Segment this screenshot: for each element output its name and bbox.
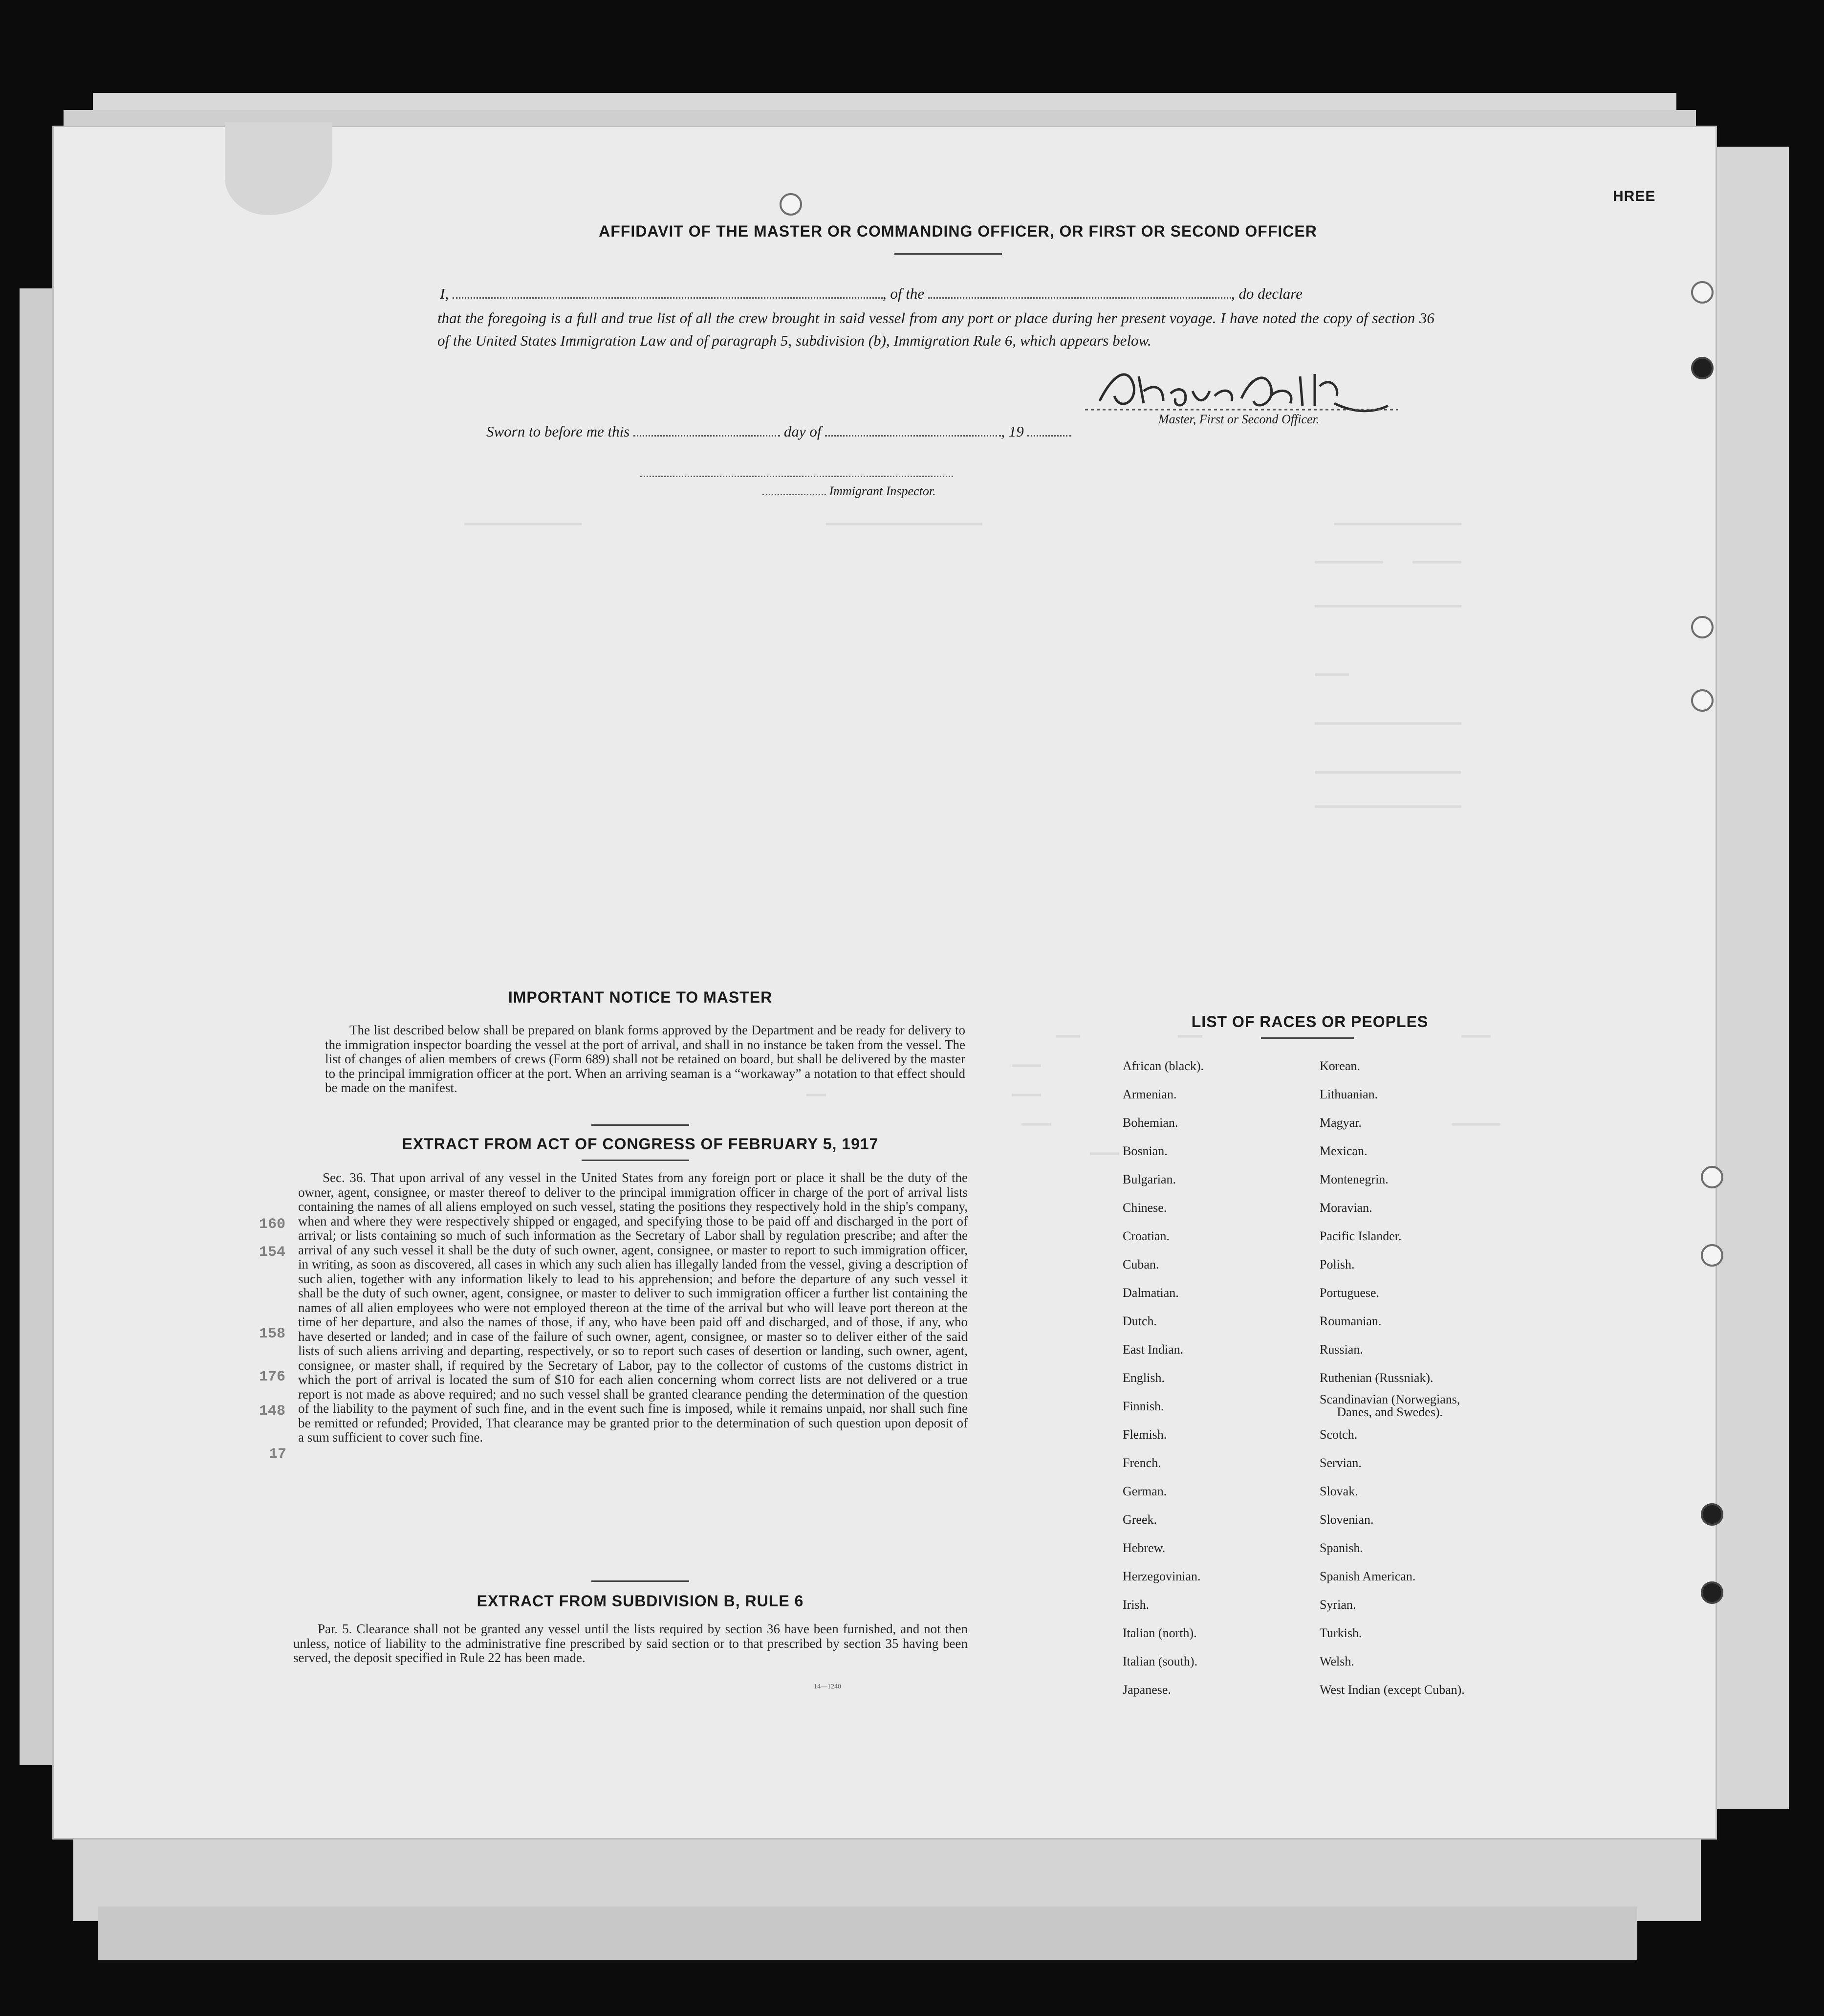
sworn-line (486, 423, 1071, 440)
inspector-field[interactable] (762, 494, 826, 495)
race-item: Flemish. (1123, 1427, 1167, 1442)
race-item: Spanish. (1320, 1541, 1363, 1555)
races-title: LIST OF RACES OR PEOPLES (1191, 1013, 1429, 1030)
punch-hole (780, 193, 802, 216)
affidavit-title: AFFIDAVIT OF THE MASTER OR COMMANDING OFFICER, OR FIRST OR SECOND OFFICER (599, 222, 1317, 240)
extract-rule-body: Par. 5. Clearance shall not be granted any vessel until the lists required by section 36 have been furnished, and not then unless, notice of liability to the administrative fine prescribed by said section or to that prescribed by section 35 having been served, the deposit specified in Rule 22 has been made. (293, 1622, 968, 1665)
sworn-label: Sworn to before me this (486, 423, 630, 440)
race-item: Scandinavian (Norwegians, Danes, and Swedes). (1320, 1392, 1460, 1419)
race-item: Servian. (1320, 1456, 1362, 1470)
name-field[interactable] (453, 297, 883, 299)
title-underline (894, 253, 1002, 255)
extract-act-divider (591, 1580, 689, 1582)
race-item: German. (1123, 1484, 1167, 1498)
punch-hole (1691, 689, 1714, 712)
race-item: Spanish American. (1320, 1569, 1416, 1583)
sworn-day-field[interactable] (633, 435, 780, 437)
races-underline (1261, 1037, 1354, 1039)
signature-caption: Master, First or Second Officer. (1158, 412, 1320, 426)
declaration-line (440, 285, 1303, 303)
race-item: Lithuanian. (1320, 1087, 1378, 1101)
punch-hole (1691, 281, 1714, 304)
race-item: Bosnian. (1123, 1144, 1168, 1158)
form-number: 14—1240 (814, 1683, 841, 1690)
race-item: Chinese. (1123, 1201, 1167, 1215)
race-item: Dalmatian. (1123, 1286, 1179, 1300)
document-page (54, 127, 1715, 1838)
punch-hole (1691, 357, 1714, 379)
extract-act-body: Sec. 36. That upon arrival of any vessel in the United States from any foreign port or place it shall be the duty of the owner, agent, consignee, or master thereof to deliver to the principal immigration officer in charge of the port of arrival lists containing the names of all aliens employed on such vessel, stating the positions they respectively hold in the ship's company, when and where they were respectively shipped or engaged, and specifying those to be paid off and discharged in the port of arrival; or lists containing so much of such information as the Secretary of Labor shall by regulation prescribe; and after the arrival of any such vessel it shall be the duty of such owner, agent, consignee, or master to report to such immigration officer, in writing, as soon as discovered, all cases in which any such alien has illegally landed from the vessel, giving a description of such alien, together with any information likely to lead to his apprehension; and before the departure of any such vessel it shall be the duty of such owner, agent, consignee, or master to deliver to such immigration officer a further list containing the names of all alien employees who were not employed thereon at the time of the arrival but who will leave port thereon at the time of her departure, and also the names of those, if any, who have been paid off and discharged, and of those, if any, who have deserted or landed; and in case of the failure of such owner, agent, consignee, or master so to deliver either of the said lists of such aliens arriving and departing, respectively, or so to report such cases of desertion or landing, such owner, agent, consignee, or master shall, if required by the Secretary of Labor, pay to the collector of customs of the customs district in which the port of arrival is located the sum of $10 for each alien concerning whom correct lists are not delivered or a true report is not made as above required; and no such vessel shall be granted clearance pending the determination of the question of the liability to the payment of such fine, and in the event such fine is imposed, while it remains unpaid, nor shall such fine be remitted or refunded; Provided, That clearance may be granted prior to the determination of such question upon deposit of a sum sufficient to cover such fine. (298, 1170, 968, 1445)
punch-hole (1701, 1581, 1723, 1604)
extract-rule-title: EXTRACT FROM SUBDIVISION B, RULE 6 (477, 1592, 804, 1610)
notice-title: IMPORTANT NOTICE TO MASTER (508, 988, 773, 1006)
race-item: Slovak. (1320, 1484, 1358, 1498)
extract-act-title: EXTRACT FROM ACT OF CONGRESS OF FEBRUARY 5, 1917 (402, 1135, 879, 1153)
bleed-number: 148 (259, 1403, 286, 1420)
do-declare-label: , do declare (1231, 285, 1303, 302)
corner-tab-label: HREE (1613, 188, 1656, 204)
race-item: Hebrew. (1123, 1541, 1166, 1555)
race-item: Portuguese. (1320, 1286, 1380, 1300)
race-item: Irish. (1123, 1598, 1150, 1612)
race-item: Herzegovinian. (1123, 1569, 1201, 1583)
race-item: Montenegrin. (1320, 1172, 1389, 1186)
torn-corner (225, 122, 332, 215)
inspector-caption: Immigrant Inspector. (829, 484, 936, 498)
notice-body: The list described below shall be prepared on blank forms approved by the Department and be ready for delivery to the immigration inspector boarding the vessel at the port of arrival, and shall in no instance be taken from the vessel. The list of changes of alien members of crews (Form 689) shall not be retained on board, but shall be delivered by the master to the principal immigration officer at the port. When an arriving seaman is a “workaway” a notation to that effect should be made on the manifest. (325, 1023, 965, 1095)
race-item: Roumanian. (1320, 1314, 1382, 1328)
of-the-label: , of the (882, 285, 925, 302)
race-item: Armenian. (1123, 1087, 1177, 1101)
bleed-number: 158 (259, 1326, 286, 1342)
race-item: African (black). (1123, 1059, 1204, 1073)
race-item: Bohemian. (1123, 1116, 1178, 1130)
vessel-field[interactable] (928, 297, 1231, 299)
day-of-label: day of (783, 423, 822, 440)
bleed-number: 160 (259, 1216, 286, 1233)
punch-hole (1701, 1503, 1723, 1526)
race-item: Croatian. (1123, 1229, 1170, 1243)
race-item: Bulgarian. (1123, 1172, 1176, 1186)
extract-act-underline (582, 1160, 689, 1161)
race-item: Italian (north). (1123, 1626, 1197, 1640)
year-prefix: , 19 (1001, 423, 1024, 440)
race-item: Japanese. (1123, 1683, 1171, 1697)
inspector-signature-line (640, 476, 953, 477)
race-item: Cuban. (1123, 1257, 1159, 1271)
race-item: Turkish. (1320, 1626, 1362, 1640)
punch-hole (1701, 1244, 1723, 1267)
inspector-line (762, 484, 936, 499)
punch-hole (1691, 616, 1714, 638)
race-item: Greek. (1123, 1512, 1157, 1527)
race-item: Polish. (1320, 1257, 1355, 1271)
race-item: French. (1123, 1456, 1161, 1470)
punch-hole (1701, 1166, 1723, 1188)
race-item: English. (1123, 1371, 1165, 1385)
race-item: Welsh. (1320, 1654, 1354, 1668)
bleed-number: 176 (259, 1369, 286, 1385)
race-item: Italian (south). (1123, 1654, 1198, 1668)
race-item: Moravian. (1320, 1201, 1372, 1215)
race-item: Scotch. (1320, 1427, 1358, 1442)
sworn-year-field[interactable] (1027, 435, 1071, 437)
affidavit-body: that the foregoing is a full and true list of all the crew brought in said vessel from any port or place during her present voyage. I have noted the copy of section 36 of the United States Immigration Law and of paragraph 5, subdivision (b), Immigration Rule 6, which appears below. (437, 309, 1434, 349)
sworn-month-field[interactable] (825, 435, 1001, 437)
bleed-number: 17 (269, 1446, 287, 1463)
race-item: Finnish. (1123, 1399, 1164, 1413)
bleed-number: 154 (259, 1244, 286, 1261)
back-page-bottom-2 (98, 1906, 1637, 1960)
race-item: Magyar. (1320, 1116, 1362, 1130)
race-item: Syrian. (1320, 1598, 1356, 1612)
notice-divider (591, 1124, 689, 1126)
race-item: Korean. (1320, 1059, 1361, 1073)
race-item: Pacific Islander. (1320, 1229, 1402, 1243)
race-item: Slovenian. (1320, 1512, 1374, 1527)
race-item: Ruthenian (Russniak). (1320, 1371, 1433, 1385)
i-label: I, (440, 285, 449, 302)
race-item: Russian. (1320, 1342, 1363, 1357)
race-item: Dutch. (1123, 1314, 1157, 1328)
race-item: East Indian. (1123, 1342, 1184, 1357)
race-item: West Indian (except Cuban). (1320, 1683, 1465, 1697)
race-item: Mexican. (1320, 1144, 1368, 1158)
